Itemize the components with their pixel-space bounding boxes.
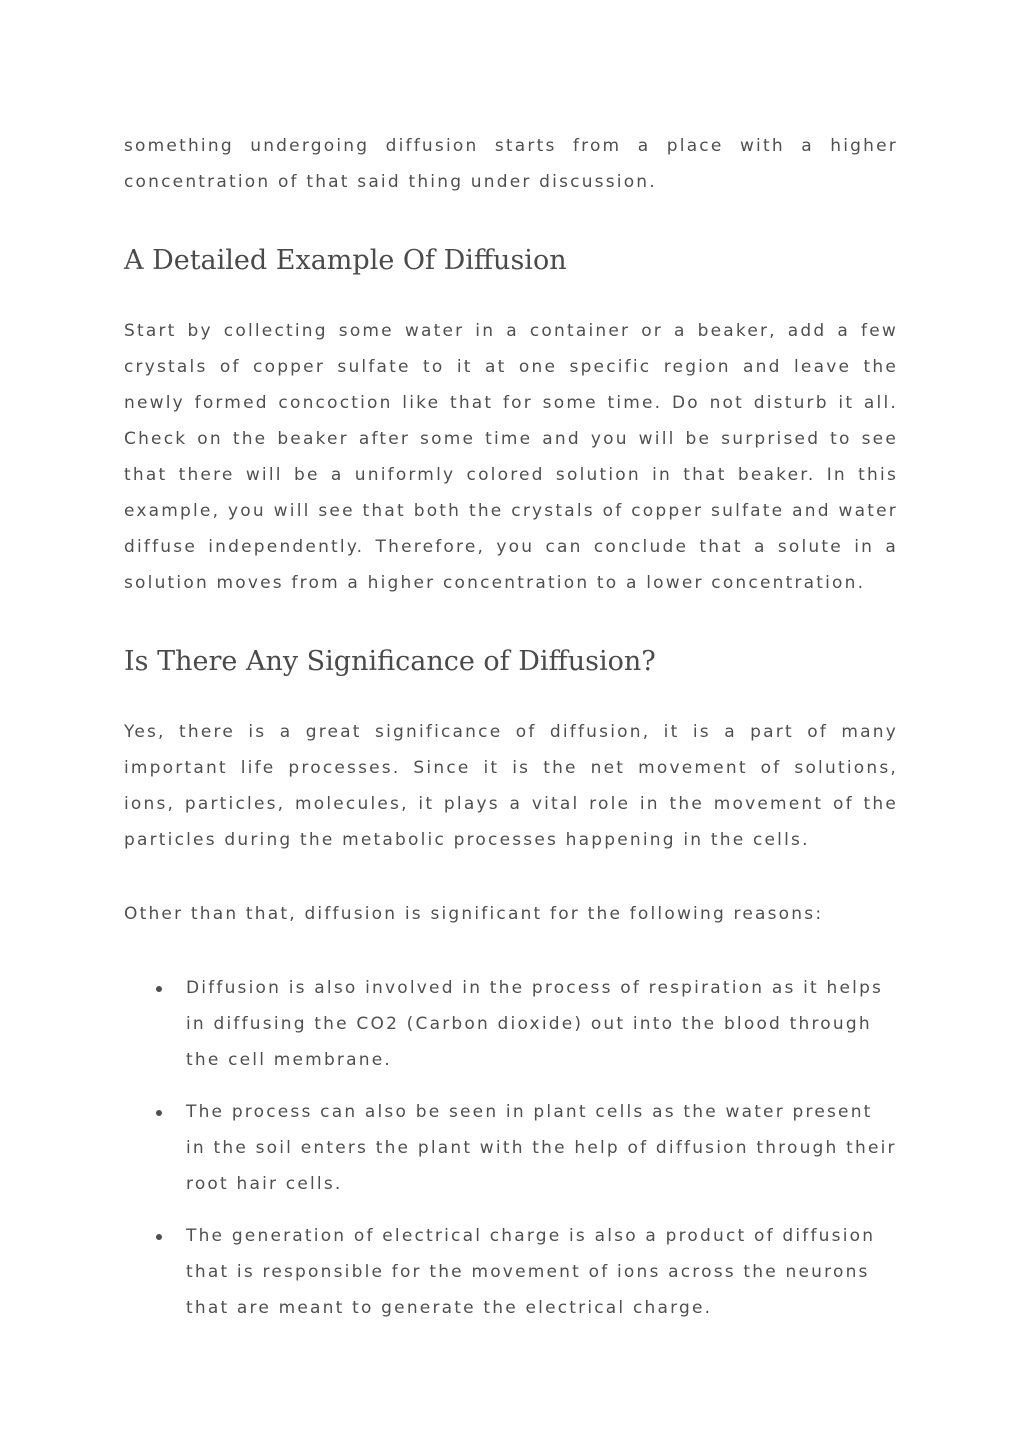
bullet-icon	[156, 986, 162, 992]
bullet-icon	[156, 1234, 162, 1240]
reasons-intro-paragraph: Other than that, diffusion is significant for the following reasons:	[124, 904, 824, 924]
intro-paragraph: something undergoing diffusion starts from a place with a higher concentration of that said thing under discussion.	[124, 136, 898, 192]
section-heading-significance: Is There Any Significance of Diffusion?	[124, 646, 656, 677]
bullet-icon	[156, 1110, 162, 1116]
reasons-list	[124, 970, 898, 1326]
significance-paragraph: Yes, there is a great significance of diffusion, it is a part of many important life processes. Since it is the net movement of solutions, ions, particles, molecules, it plays a vital role in the movement of the particles during the metabolic processes happening in the cells.	[124, 722, 898, 850]
list-item	[124, 1218, 898, 1326]
list-item-text: Diffusion is also involved in the process of respiration as it helps in diffusing the CO2 (Carbon dioxide) out into the blood through the cell membrane.	[186, 978, 884, 1070]
list-item	[124, 1094, 898, 1202]
section-heading-detailed-example: A Detailed Example Of Diffusion	[124, 245, 567, 276]
list-item-text: The process can also be seen in plant cells as the water present in the soil enters the plant with the help of diffusion through their root hair cells.	[186, 1102, 897, 1194]
document-page	[124, 128, 898, 1342]
list-item-text: The generation of electrical charge is also a product of diffusion that is responsible for the movement of ions across the neurons that are meant to generate the electrical charge.	[186, 1226, 876, 1318]
detailed-example-paragraph: Start by collecting some water in a container or a beaker, add a few crystals of copper sulfate to it at one specific region and leave the newly formed concoction like that for some time. Do not disturb it all. Check on the beaker after some time and you will be surprised to see that there will be a uniformly colored solution in that beaker. In this example, you will see that both the crystals of copper sulfate and water diffuse independently. Therefore, you can conclude that a solute in a solution moves from a higher concentration to a lower concentration.	[124, 321, 898, 593]
list-item	[124, 970, 898, 1078]
